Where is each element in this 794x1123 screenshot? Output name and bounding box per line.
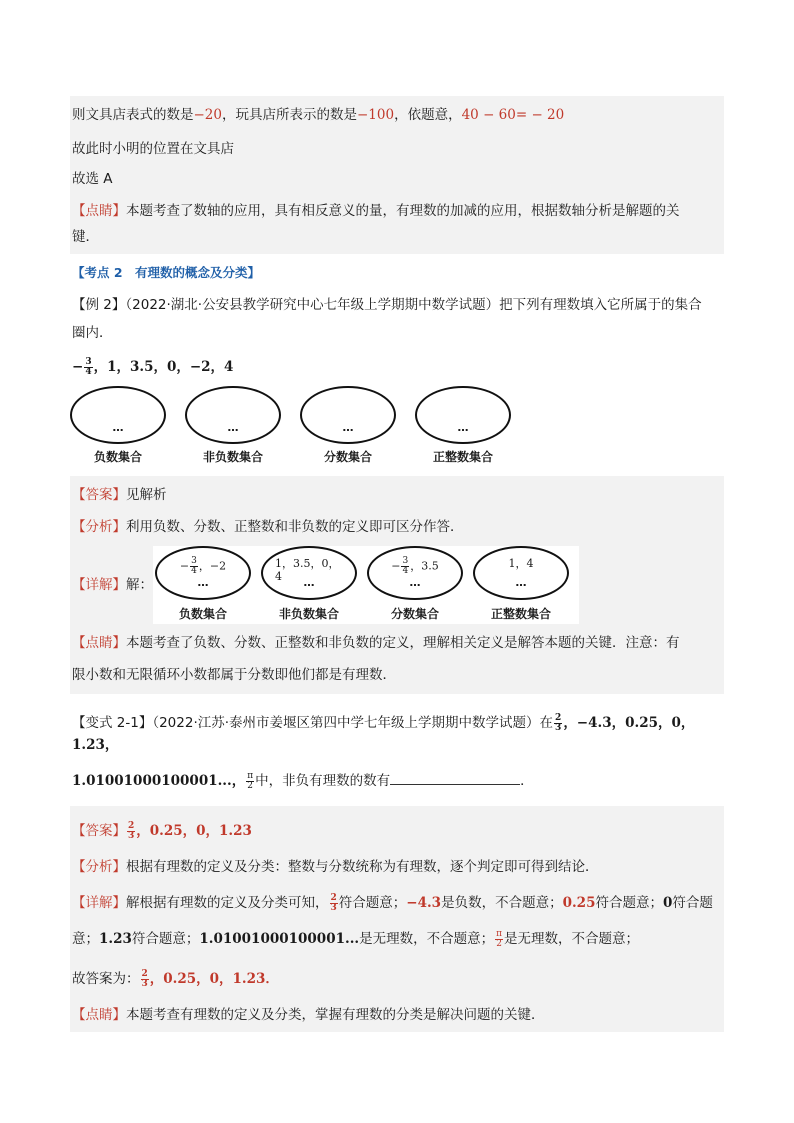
final-answer-line: 故答案为： $\frac{2}{3}$ ，0.25，0，1.23． [72,969,279,989]
solution-block-2 [70,476,724,694]
set-fraction [300,386,396,465]
number-list: − $\frac{3}{4}$ ，1，3.5，0，−2，4 [72,357,234,377]
analysis-line [70,506,724,538]
tag-analysis: 【分析】 [72,859,126,875]
set-positive-integer [415,386,511,465]
irrational-number: 1.01001000100001...， [72,773,246,789]
equation: 40 − 60= − 20 [461,107,565,123]
text: 解根据有理数的定义及分类可知， [126,895,329,911]
text: 符合题 [672,895,713,911]
heading-text: 【考点 2 有理数的概念及分类】 [72,265,261,280]
dianjing-2 [70,624,724,654]
text: 符合题意； [131,931,200,947]
text: 是负数，不合题意； [441,895,563,911]
text: ． [520,773,534,789]
set-label: 分数集合 [323,450,372,464]
answer-set-diagram [153,546,579,624]
dianjing-1 [70,194,724,222]
value: 1.01001000100001... [199,931,360,947]
text: 本题考查了数轴的应用，具有相反意义的量，有理数的加减的应用，根据数轴分析是解题的关 [126,203,680,219]
variant-2-1b [70,756,724,792]
value: 1.23 [99,931,132,947]
set-label: 负数集合 [93,450,142,464]
value-toystore: −100 [357,107,395,123]
tag-dianjing: 【点睛】 [72,635,126,651]
solution-line-1 [70,96,724,132]
text: 见解析 [126,487,167,503]
fraction-three-quarters: $\frac{3}{4}$ [85,357,92,377]
set-label: 非负数集合 [202,450,263,464]
text: 是无理数，不合题意； [359,931,495,947]
analysis-line-2 [70,842,724,878]
text: 中，非负有理数的数有 [255,773,391,789]
variant-2-1 [70,694,724,756]
tag-detail: 【详解】 [72,577,126,593]
text: 键． [72,229,99,245]
example-2b [70,316,724,344]
fraction-pi-half: $\frac{\pi}{2}$ [247,770,254,791]
text: ，玩具店所表示的数是 [222,107,357,123]
answer-values: ，0.25，0，1.23． [149,971,279,987]
set-label: 正整数集合 [432,450,493,464]
text: 本题考查了负数、分数、正整数和非负数的定义，理解相关定义是解答本题的关键．注意：有 [126,635,680,651]
text: 根据有理数的定义及分类：整数与分数统称为有理数，逐个判定即可得到结论． [126,859,599,875]
set-diagram [70,386,724,476]
dianjing-2b [70,654,724,694]
text: 故此时小明的位置在文具店 [72,141,234,157]
value: −4.3 [406,895,442,911]
text: 符合题意； [338,895,407,911]
dianjing-3 [70,990,724,1032]
value: 0.25 [562,895,596,911]
set-nonnegative [185,386,281,465]
detail-line-2b: 意；1.23符合题意；1.01001000100001...是无理数，不合题意； $\frac{\pi}{2}$ 是无理数，不合题意； [72,928,640,949]
example-2 [70,284,724,316]
numbers: ，1，3.5，0，−2，4 [93,359,234,375]
kaodian-heading [70,254,724,284]
detail-line-2: 【详解】解根据有理数的定义及分类可知， $\frac{2}{3}$ 符合题意；−4.3是负数，不合题意；0.25符合题意；0符合题 [72,892,713,913]
tag-analysis: 【分析】 [72,519,126,535]
text: （2022·江苏·泰州市姜堰区第四中学七年级上学期期中数学试题）在 [152,715,554,731]
text: （2022·湖北·公安县教学研究中心七年级上学期期中数学试题）把下列有理数填入它所属于的集合 [125,297,702,313]
tag-example: 【例 2】 [72,297,126,313]
text: ，依题意， [394,107,462,123]
answer-set-negative: − $\frac{3}{4}$ ，−2 … 负数集合 [153,546,253,625]
tag-dianjing: 【点睛】 [72,203,126,219]
detail-line [70,538,724,624]
numbers: ，−4.3，0.25，0，1.23， [72,715,695,753]
text: 解： [126,577,153,593]
text: 意； [72,931,99,947]
text: 故选 A [72,171,113,187]
answer-line [70,476,724,506]
solution-line-2 [70,132,724,162]
solution-block-3 [70,806,724,1032]
answer-blank[interactable] [390,772,520,785]
fraction-two-thirds: $\frac{2}{3}$ [555,712,562,733]
answer-values: ，0.25，0，1.23 [136,823,252,839]
tag-detail: 【详解】 [72,895,126,911]
tag-dianjing: 【点睛】 [72,1007,126,1023]
tag-answer: 【答案】 [72,487,126,503]
set-ellipse: … [415,386,511,444]
set-ellipse: … [70,386,166,444]
document-page [70,96,724,1032]
text: 是无理数，不合题意； [504,931,640,947]
set-ellipse: … [300,386,396,444]
set-ellipse: … [185,386,281,444]
answer-set-positive-integer: 1，4 … 正整数集合 [471,546,571,625]
value: 0 [662,895,673,911]
dianjing-1b [70,222,724,254]
set-negative [70,386,166,465]
text: 利用负数、分数、正整数和非负数的定义即可区分作答． [126,519,464,535]
text: 故答案为： [72,971,140,987]
answer-set-nonnegative: 1，3.5，0， 4 … 非负数集合 [259,546,359,625]
text: 限小数和无限循环小数都属于分数即他们都是有理数． [72,667,396,683]
answer-set-fraction: − $\frac{3}{4}$ ，3.5 … 分数集合 [365,546,465,625]
answer-line-2: 【答案】 $\frac{2}{3}$ ，0.25，0，1.23 [72,821,252,841]
tag-variant: 【变式 2-1】 [72,715,153,731]
text: 圈内． [72,325,113,341]
value-stationery: −20 [193,107,222,123]
text: 则文具店表式的数是 [72,107,194,123]
text: 符合题意； [595,895,663,911]
tag-answer: 【答案】 [72,823,126,839]
text: 本题考查有理数的定义及分类，掌握有理数的分类是解决问题的关键． [126,1007,545,1023]
solution-line-3 [70,162,724,194]
